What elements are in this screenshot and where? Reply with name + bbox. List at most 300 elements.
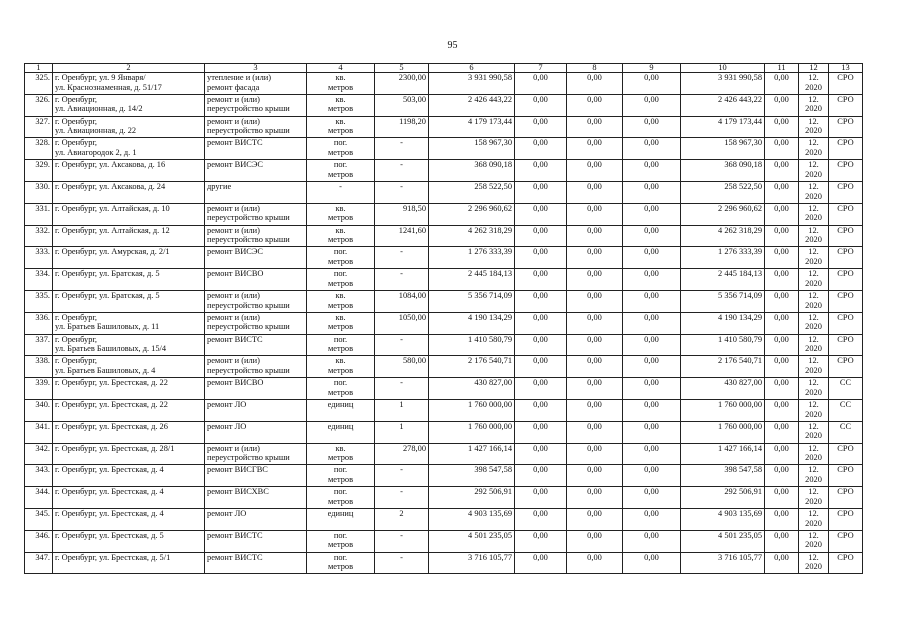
deadline-cell <box>799 290 829 312</box>
fund-cell-line: 0,00 <box>533 530 548 540</box>
address-cell-line: г. Оренбург, ул. Брестская, д. 5/1 <box>55 552 171 562</box>
address-cell-line: ул. Авиационная, д. 14/2 <box>55 104 143 114</box>
source-cell-line: СРО <box>837 73 854 82</box>
fund-cell <box>567 421 623 443</box>
fund-cell <box>623 421 681 443</box>
work-type-cell-line: ремонт ВИСВО <box>207 269 264 279</box>
unit-cost-cell-line: 0,00 <box>774 269 789 279</box>
work-type-cell <box>205 138 307 160</box>
column-header: 2 <box>53 64 205 73</box>
unit-cost-cell-line: 0,00 <box>774 334 789 344</box>
row-number-line: 336. <box>35 312 50 322</box>
deadline-cell-line: 12. <box>808 203 819 213</box>
address-cell-line: ул. Авиагородок 2, д. 1 <box>55 147 137 157</box>
address-cell <box>53 94 205 116</box>
deadline-cell <box>799 269 829 291</box>
quantity-cell <box>375 269 429 291</box>
source-cell-line: СРО <box>837 443 854 453</box>
column-header: 6 <box>429 64 515 73</box>
unit-cost-cell-line: 0,00 <box>774 399 789 409</box>
table-row <box>25 290 863 312</box>
owner-funds-cell <box>681 203 765 225</box>
fund-cell <box>567 552 623 574</box>
unit-cost-cell-line: 0,00 <box>774 225 789 235</box>
unit-cell-line: метров <box>327 126 354 136</box>
total-cost-cell-line: 4 262 318,29 <box>468 225 512 235</box>
row-number-line: 330. <box>35 181 50 191</box>
address-cell <box>53 225 205 247</box>
owner-funds-cell <box>681 312 765 334</box>
source-cell <box>829 530 863 552</box>
deadline-cell <box>799 247 829 269</box>
quantity-cell-line: 1198,20 <box>399 116 426 126</box>
row-number <box>25 203 53 225</box>
quantity-cell-line: - <box>400 334 403 344</box>
unit-cost-cell-line: 0,00 <box>774 203 789 213</box>
work-type-cell-line: ремонт и (или) <box>207 94 260 104</box>
fund-cell <box>515 552 567 574</box>
unit-cost-cell <box>765 225 799 247</box>
deadline-cell-line: 12. <box>808 225 819 235</box>
address-cell-line: г. Оренбург, ул. Алтайская, д. 12 <box>55 225 170 235</box>
unit-cost-cell <box>765 160 799 182</box>
source-cell-line: СРО <box>837 487 854 497</box>
owner-funds-cell-line: 398 547,58 <box>724 465 762 475</box>
unit-cell <box>307 73 375 95</box>
deadline-cell-line: 2020 <box>805 496 822 506</box>
fund-cell <box>515 247 567 269</box>
address-cell <box>53 421 205 443</box>
address-cell <box>53 378 205 400</box>
fund-cell-line: 0,00 <box>533 160 548 170</box>
table-row <box>25 356 863 378</box>
unit-cost-cell-line: 0,00 <box>774 290 789 300</box>
owner-funds-cell <box>681 530 765 552</box>
address-cell-line: г. Оренбург, <box>55 312 98 322</box>
unit-cell <box>307 94 375 116</box>
column-header: 12 <box>799 64 829 73</box>
unit-cell <box>307 356 375 378</box>
owner-funds-cell <box>681 225 765 247</box>
deadline-cell-line: 12. <box>808 138 819 148</box>
fund-cell-line: 0,00 <box>587 465 602 475</box>
table-row <box>25 378 863 400</box>
fund-cell-line: 0,00 <box>644 552 659 562</box>
total-cost-cell-line: 2 445 184,13 <box>468 269 512 279</box>
fund-cell-line: 0,00 <box>587 334 602 344</box>
fund-cell-line: 0,00 <box>587 225 602 235</box>
unit-cell-line: пог. <box>333 465 348 475</box>
total-cost-cell-line: 3 716 105,77 <box>468 552 512 562</box>
fund-cell <box>515 160 567 182</box>
quantity-cell <box>375 465 429 487</box>
owner-funds-cell <box>681 421 765 443</box>
deadline-cell <box>799 225 829 247</box>
source-cell <box>829 334 863 356</box>
owner-funds-cell-line: 430 827,00 <box>724 378 762 388</box>
owner-funds-cell-line: 1 760 000,00 <box>718 399 762 409</box>
total-cost-cell <box>429 508 515 530</box>
fund-cell <box>567 443 623 465</box>
owner-funds-cell-line: 1 410 580,79 <box>718 334 762 344</box>
deadline-cell <box>799 421 829 443</box>
work-type-cell-line: ремонт и (или) <box>207 116 260 126</box>
deadline-cell-line: 12. <box>808 530 819 540</box>
quantity-cell-line: 1 <box>399 421 404 431</box>
fund-cell-line: 0,00 <box>533 356 548 366</box>
unit-cell-line: единиц <box>327 399 354 409</box>
unit-cell <box>307 487 375 509</box>
unit-cost-cell-line: 0,00 <box>774 421 789 431</box>
row-number-line: 332. <box>35 225 50 235</box>
address-cell-line: г. Оренбург, <box>55 356 98 366</box>
quantity-cell <box>375 116 429 138</box>
deadline-cell <box>799 443 829 465</box>
fund-cell <box>515 73 567 95</box>
owner-funds-cell <box>681 160 765 182</box>
deadline-cell-line: 2020 <box>805 235 822 245</box>
address-cell-line: г. Оренбург, ул. Брестская, д. 26 <box>55 421 168 431</box>
table-row <box>25 116 863 138</box>
fund-cell <box>567 138 623 160</box>
deadline-cell-line: 2020 <box>805 562 822 572</box>
work-type-cell-line: ремонт ЛО <box>207 399 247 409</box>
row-number-line: 329. <box>35 160 50 170</box>
quantity-cell <box>375 290 429 312</box>
fund-cell <box>567 290 623 312</box>
source-cell-line: СРО <box>837 552 854 562</box>
owner-funds-cell <box>681 378 765 400</box>
fund-cell <box>515 138 567 160</box>
unit-cell-line: метров <box>327 256 354 266</box>
deadline-cell <box>799 160 829 182</box>
unit-cost-cell-line: 0,00 <box>774 94 789 104</box>
fund-cell <box>623 552 681 574</box>
unit-cost-cell <box>765 399 799 421</box>
unit-cost-cell-line: 0,00 <box>774 160 789 170</box>
table-row <box>25 552 863 574</box>
deadline-cell-line: 2020 <box>805 344 822 354</box>
total-cost-cell-line: 2 296 960,62 <box>468 203 512 213</box>
unit-cost-cell <box>765 116 799 138</box>
fund-cell-line: 0,00 <box>533 181 548 191</box>
fund-cell-line: 0,00 <box>533 203 548 213</box>
unit-cell <box>307 530 375 552</box>
row-number-line: 342. <box>35 443 50 453</box>
owner-funds-cell <box>681 399 765 421</box>
total-cost-cell-line: 258 522,50 <box>474 181 512 191</box>
unit-cell <box>307 290 375 312</box>
unit-cell-line: кв. <box>335 73 346 82</box>
quantity-cell-line: - <box>400 487 403 497</box>
unit-cell-line: единиц <box>327 421 354 431</box>
total-cost-cell-line: 1 760 000,00 <box>468 399 512 409</box>
work-type-cell <box>205 334 307 356</box>
source-cell <box>829 247 863 269</box>
fund-cell <box>567 116 623 138</box>
quantity-cell <box>375 443 429 465</box>
address-cell <box>53 334 205 356</box>
unit-cell-line: пог. <box>333 160 348 170</box>
total-cost-cell-line: 292 506,91 <box>474 487 512 497</box>
total-cost-cell-line: 368 090,18 <box>474 160 512 170</box>
owner-funds-cell-line: 2 426 443,22 <box>718 94 762 104</box>
source-cell <box>829 181 863 203</box>
table-row <box>25 247 863 269</box>
unit-cell-line: кв. <box>335 312 346 322</box>
unit-cell-line: метров <box>327 169 354 179</box>
fund-cell-line: 0,00 <box>533 552 548 562</box>
fund-cell <box>623 399 681 421</box>
total-cost-cell-line: 1 427 166,14 <box>468 443 512 453</box>
total-cost-cell <box>429 399 515 421</box>
unit-cell <box>307 465 375 487</box>
fund-cell <box>515 421 567 443</box>
fund-cell-line: 0,00 <box>644 203 659 213</box>
total-cost-cell-line: 3 931 990,58 <box>468 73 512 82</box>
row-number <box>25 552 53 574</box>
fund-cell <box>567 225 623 247</box>
unit-cell-line: пог. <box>333 530 348 540</box>
deadline-cell-line: 12. <box>808 487 819 497</box>
source-cell-line: СРО <box>837 465 854 475</box>
deadline-cell <box>799 487 829 509</box>
total-cost-cell-line: 4 179 173,44 <box>468 116 512 126</box>
deadline-cell <box>799 356 829 378</box>
unit-cost-cell-line: 0,00 <box>774 530 789 540</box>
owner-funds-cell <box>681 116 765 138</box>
total-cost-cell-line: 1 760 000,00 <box>468 421 512 431</box>
table-row <box>25 138 863 160</box>
deadline-cell-line: 2020 <box>805 409 822 419</box>
total-cost-cell <box>429 247 515 269</box>
unit-cost-cell-line: 0,00 <box>774 378 789 388</box>
fund-cell <box>515 312 567 334</box>
unit-cost-cell <box>765 247 799 269</box>
source-cell <box>829 552 863 574</box>
unit-cell-line: метров <box>327 540 354 550</box>
unit-cost-cell <box>765 378 799 400</box>
fund-cell-line: 0,00 <box>587 116 602 126</box>
fund-cell-line: 0,00 <box>533 312 548 322</box>
fund-cell <box>623 508 681 530</box>
unit-cost-cell-line: 0,00 <box>774 487 789 497</box>
row-number <box>25 138 53 160</box>
quantity-cell <box>375 160 429 182</box>
work-type-cell <box>205 487 307 509</box>
owner-funds-cell-line: 1 276 333,39 <box>718 247 762 257</box>
owner-funds-cell <box>681 465 765 487</box>
source-cell-line: СРО <box>837 116 854 126</box>
quantity-cell <box>375 138 429 160</box>
quantity-cell-line: - <box>400 530 403 540</box>
unit-cell <box>307 552 375 574</box>
address-cell <box>53 203 205 225</box>
fund-cell-line: 0,00 <box>644 356 659 366</box>
fund-cell <box>623 487 681 509</box>
unit-cell-line: пог. <box>333 487 348 497</box>
deadline-cell <box>799 334 829 356</box>
fund-cell <box>623 247 681 269</box>
work-type-cell <box>205 290 307 312</box>
total-cost-cell <box>429 378 515 400</box>
source-cell-line: СРО <box>837 334 854 344</box>
total-cost-cell-line: 398 547,58 <box>474 465 512 475</box>
total-cost-cell-line: 430 827,00 <box>474 378 512 388</box>
total-cost-cell <box>429 73 515 95</box>
source-cell-line: СРО <box>837 138 854 148</box>
deadline-cell-line: 12. <box>808 160 819 170</box>
fund-cell <box>567 530 623 552</box>
fund-cell-line: 0,00 <box>644 138 659 148</box>
address-cell <box>53 487 205 509</box>
unit-cost-cell <box>765 487 799 509</box>
table-body <box>25 64 863 574</box>
total-cost-cell-line: 5 356 714,09 <box>468 290 512 300</box>
work-type-cell <box>205 247 307 269</box>
unit-cell <box>307 225 375 247</box>
fund-cell <box>567 356 623 378</box>
deadline-cell-line: 12. <box>808 356 819 366</box>
address-cell <box>53 290 205 312</box>
total-cost-cell-line: 2 176 540,71 <box>468 356 512 366</box>
address-cell <box>53 312 205 334</box>
unit-cell <box>307 399 375 421</box>
row-number <box>25 443 53 465</box>
source-cell <box>829 421 863 443</box>
work-type-cell-line: ремонт и (или) <box>207 203 260 213</box>
fund-cell-line: 0,00 <box>533 443 548 453</box>
quantity-cell-line: 1050,00 <box>398 312 426 322</box>
row-number-line: 327. <box>35 116 50 126</box>
deadline-cell-line: 2020 <box>805 213 822 223</box>
column-header: 10 <box>681 64 765 73</box>
unit-cell-line: пог. <box>333 378 348 388</box>
source-cell <box>829 356 863 378</box>
source-cell <box>829 378 863 400</box>
source-cell <box>829 443 863 465</box>
unit-cell-line: кв. <box>335 203 346 213</box>
unit-cost-cell-line: 0,00 <box>774 73 789 82</box>
fund-cell-line: 0,00 <box>533 138 548 148</box>
work-type-cell <box>205 465 307 487</box>
source-cell-line: СС <box>839 421 852 431</box>
row-number <box>25 530 53 552</box>
work-type-cell-line: переустройство крыши <box>207 235 290 245</box>
work-type-cell-line: ремонт и (или) <box>207 225 260 235</box>
owner-funds-cell-line: 4 179 173,44 <box>718 116 762 126</box>
fund-cell <box>515 443 567 465</box>
fund-cell <box>623 465 681 487</box>
unit-cell-line: метров <box>327 387 354 397</box>
unit-cell-line: метров <box>327 453 354 463</box>
owner-funds-cell <box>681 290 765 312</box>
address-cell <box>53 530 205 552</box>
deadline-cell-line: 12. <box>808 334 819 344</box>
row-number <box>25 181 53 203</box>
work-type-cell-line: ремонт ВИСЭС <box>207 160 263 170</box>
owner-funds-cell-line: 158 967,30 <box>724 138 762 148</box>
source-cell-line: СС <box>839 378 852 388</box>
deadline-cell-line: 2020 <box>805 147 822 157</box>
deadline-cell-line: 12. <box>808 73 819 82</box>
row-number <box>25 160 53 182</box>
source-cell <box>829 312 863 334</box>
fund-cell-line: 0,00 <box>587 290 602 300</box>
source-cell <box>829 160 863 182</box>
quantity-cell-line: - <box>400 160 403 170</box>
address-cell-line: г. Оренбург, ул. Брестская, д. 4 <box>55 487 164 497</box>
column-header: 5 <box>375 64 429 73</box>
address-cell-line: г. Оренбург, ул. 9 Января/ <box>55 73 146 82</box>
work-type-cell <box>205 269 307 291</box>
unit-cell-line: метров <box>327 278 354 288</box>
work-type-cell-line: ремонт ВИСВО <box>207 378 264 388</box>
deadline-cell-line: 12. <box>808 508 819 518</box>
address-cell <box>53 247 205 269</box>
work-type-cell-line: ремонт и (или) <box>207 312 260 322</box>
address-cell <box>53 508 205 530</box>
work-type-cell <box>205 443 307 465</box>
fund-cell-line: 0,00 <box>587 530 602 540</box>
fund-cell <box>623 181 681 203</box>
address-cell <box>53 73 205 95</box>
work-type-cell-line: утепление и (или) <box>207 73 272 82</box>
table-row <box>25 334 863 356</box>
fund-cell-line: 0,00 <box>533 508 548 518</box>
fund-cell-line: 0,00 <box>587 552 602 562</box>
work-type-cell-line: ремонт ВИСТС <box>207 334 263 344</box>
unit-cell-line: пог. <box>333 334 348 344</box>
work-type-cell <box>205 225 307 247</box>
address-cell <box>53 269 205 291</box>
source-cell <box>829 94 863 116</box>
deadline-cell-line: 2020 <box>805 126 822 136</box>
fund-cell-line: 0,00 <box>533 290 548 300</box>
unit-cell-line: кв. <box>335 443 346 453</box>
source-cell <box>829 465 863 487</box>
deadline-cell-line: 2020 <box>805 278 822 288</box>
fund-cell-line: 0,00 <box>644 443 659 453</box>
total-cost-cell-line: 1 276 333,39 <box>468 247 512 257</box>
unit-cell-line: метров <box>327 562 354 572</box>
fund-cell <box>623 225 681 247</box>
row-number <box>25 73 53 95</box>
address-cell <box>53 552 205 574</box>
quantity-cell <box>375 421 429 443</box>
table-row <box>25 160 863 182</box>
fund-cell-line: 0,00 <box>644 530 659 540</box>
unit-cell <box>307 312 375 334</box>
total-cost-cell <box>429 160 515 182</box>
owner-funds-cell <box>681 138 765 160</box>
fund-cell <box>623 290 681 312</box>
row-number-line: 347. <box>35 552 50 562</box>
fund-cell <box>515 508 567 530</box>
fund-cell <box>515 94 567 116</box>
fund-cell-line: 0,00 <box>587 160 602 170</box>
unit-cost-cell <box>765 290 799 312</box>
total-cost-cell <box>429 138 515 160</box>
address-cell-line: ул. Братьев Башиловых, д. 4 <box>55 365 156 375</box>
quantity-cell <box>375 73 429 95</box>
unit-cell <box>307 334 375 356</box>
work-type-cell-line: переустройство крыши <box>207 104 290 114</box>
source-cell <box>829 508 863 530</box>
fund-cell-line: 0,00 <box>587 487 602 497</box>
unit-cell-line: пог. <box>333 247 348 257</box>
address-cell-line: г. Оренбург, ул. Брестская, д. 4 <box>55 508 164 518</box>
